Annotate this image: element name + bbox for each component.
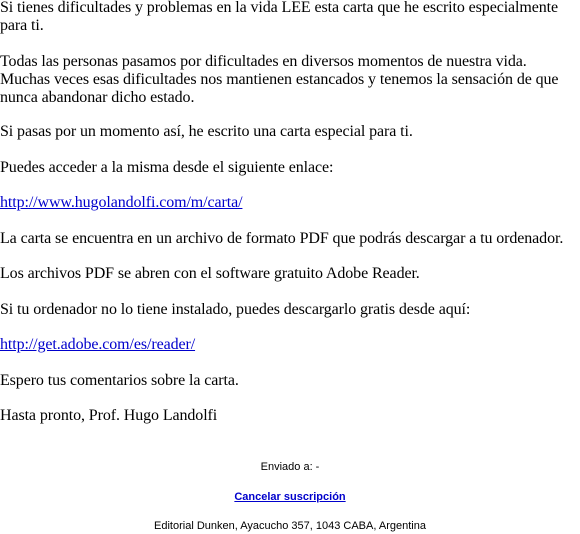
carta-especial-paragraph: Si pasas por un momento así, he escrito una carta especial para ti. [0,123,413,140]
instalar-paragraph: Si tu ordenador no lo tiene instalado, puedes descargarlo gratis desde aquí: [0,301,471,318]
acceder-paragraph: Puedes acceder a la misma desde el siguiente enlace: [0,159,334,176]
comentarios-paragraph: Espero tus comentarios sobre la carta. [0,372,239,389]
adobe-reader-paragraph: Los archivos PDF se abren con el software gratuito Adobe Reader. [0,265,420,282]
signature-paragraph: Hasta pronto, Prof. Hugo Landolfi [0,407,218,424]
pdf-paragraph: La carta se encuentra en un archivo de formato PDF que podrás descargar a tu ordenador. [0,230,564,247]
adobe-reader-link[interactable]: http://get.adobe.com/es/reader/ [0,336,196,353]
footer-address: Editorial Dunken, Ayacucho 357, 1043 CABA, Argentina [154,520,426,532]
unsubscribe-link[interactable]: Cancelar suscripción [234,491,346,503]
intro-paragraph: Si tienes dificultades y problemas en la vida LEE esta carta que he escrito especialmente para ti. [0,0,558,34]
dificultades-paragraph: Todas las personas pasamos por dificultades en diversos momentos de nuestra vida. Muchas veces esas dificultades nos mantienen estancados y tenemos la sensación de que nunca abandonar dicho estado. [0,53,559,106]
footer-unsubscribe [0,491,580,504]
footer-sent-to: Enviado a: - [260,461,320,473]
carta-link[interactable]: http://www.hugolandolfi.com/m/carta/ [0,194,243,211]
carta-link-paragraph [0,194,580,212]
adobe-link-paragraph [0,336,580,354]
